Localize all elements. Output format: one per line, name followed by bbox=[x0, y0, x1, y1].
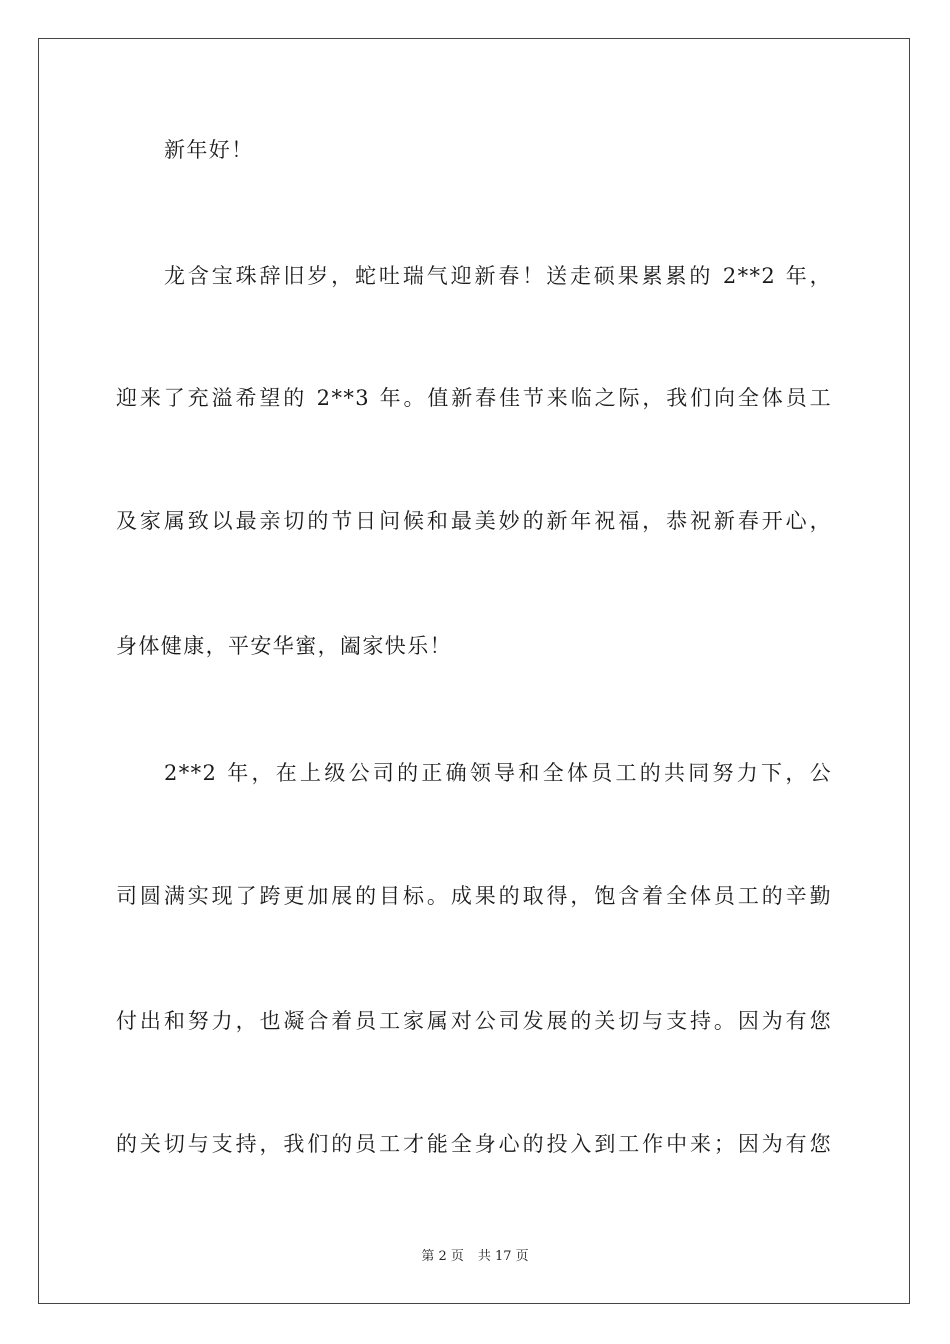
paragraph-2-line-4: 的关切与支持，我们的员工才能全身心的投入到工作中来；因为有您 bbox=[116, 1132, 832, 1156]
page-footer bbox=[0, 1248, 950, 1266]
greeting-line: 新年好！ bbox=[164, 138, 254, 162]
paragraph-1-line-4: 身体健康，平安华蜜，阖家快乐！ bbox=[116, 634, 452, 658]
paragraph-2-line-1: 2**2 年，在上级公司的正确领导和全体员工的共同努力下，公 bbox=[164, 761, 832, 785]
page-number: 第 2 页 bbox=[421, 1249, 464, 1264]
page-total: 共 17 页 bbox=[477, 1249, 529, 1264]
paragraph-1-line-3: 及家属致以最亲切的节日问候和最美妙的新年祝福，恭祝新春开心， bbox=[116, 509, 832, 533]
paragraph-2-line-2: 司圆满实现了跨更加展的目标。成果的取得，饱含着全体员工的辛勤 bbox=[116, 884, 832, 908]
paragraph-2-line-3: 付出和努力，也凝合着员工家属对公司发展的关切与支持。因为有您 bbox=[116, 1009, 832, 1033]
page-border bbox=[38, 38, 910, 1304]
paragraph-1-line-1: 龙含宝珠辞旧岁，蛇吐瑞气迎新春！送走硕果累累的 2**2 年， bbox=[164, 264, 832, 288]
paragraph-1-line-2: 迎来了充溢希望的 2**3 年。值新春佳节来临之际，我们向全体员工 bbox=[116, 386, 832, 410]
